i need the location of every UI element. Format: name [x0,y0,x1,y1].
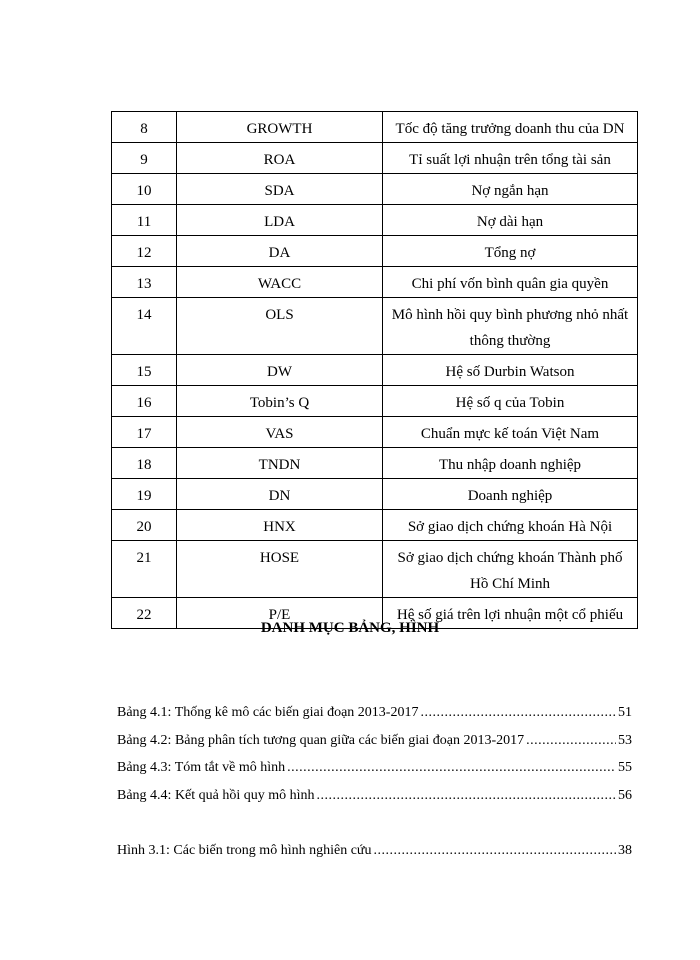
abbreviation: SDA [177,174,383,205]
toc-entry-table[interactable] [117,733,632,749]
meaning: Sở giao dịch chứng khoán Hà Nội [383,510,638,541]
meaning: Sở giao dịch chứng khoán Thành phố Hồ Chí Minh [383,541,638,598]
abbreviation-table [111,111,638,629]
dot-leader [287,760,616,776]
table-row [112,417,638,448]
abbreviation: Tobin’s Q [177,386,383,417]
row-number: 8 [112,112,177,143]
table-row [112,267,638,298]
table-row [112,174,638,205]
table-row [112,112,638,143]
toc-entry-table[interactable] [117,760,632,776]
toc-page-number: 55 [618,760,632,775]
table-row [112,355,638,386]
table-row [112,205,638,236]
meaning: Hệ số Durbin Watson [383,355,638,386]
row-number: 17 [112,417,177,448]
abbreviation: TNDN [177,448,383,479]
meaning: Thu nhập doanh nghiệp [383,448,638,479]
abbreviation: VAS [177,417,383,448]
table-row [112,479,638,510]
abbreviation: ROA [177,143,383,174]
abbreviation: HOSE [177,541,383,598]
abbreviation: DA [177,236,383,267]
row-number: 16 [112,386,177,417]
meaning: Doanh nghiệp [383,479,638,510]
dot-leader [317,788,616,804]
meaning: Hệ số giá trên lợi nhuận một cổ phiếu [383,598,638,629]
row-number: 21 [112,541,177,598]
row-number: 11 [112,205,177,236]
toc-page-number: 51 [618,705,632,720]
table-row [112,386,638,417]
toc-entry-figure[interactable] [117,843,632,859]
abbreviation: DW [177,355,383,386]
toc-entry-label: Bảng 4.3: Tóm tắt về mô hình [117,760,286,775]
row-number: 12 [112,236,177,267]
meaning: Tổng nợ [383,236,638,267]
abbreviation: LDA [177,205,383,236]
meaning: Hệ số q của Tobin [383,386,638,417]
dot-leader [374,843,617,859]
abbreviation: WACC [177,267,383,298]
meaning: Nợ dài hạn [383,205,638,236]
row-number: 10 [112,174,177,205]
row-number: 19 [112,479,177,510]
meaning: Tỉ suất lợi nhuận trên tổng tài sản [383,143,638,174]
row-number: 13 [112,267,177,298]
meaning: Tốc độ tăng trưởng doanh thu của DN [383,112,638,143]
row-number: 20 [112,510,177,541]
toc-entry-label: Bảng 4.2: Bảng phân tích tương quan giữa các biến giai đoạn 2013-2017 [117,733,525,748]
dot-leader [526,733,616,749]
table-row [112,143,638,174]
toc-page-number: 38 [618,843,632,858]
toc-entry-table[interactable] [117,788,632,804]
row-number: 14 [112,298,177,355]
row-number: 15 [112,355,177,386]
abbreviation: OLS [177,298,383,355]
section-title: DANH MỤC BẢNG, HÌNH [260,620,440,636]
row-number: 22 [112,598,177,629]
meaning: Mô hình hồi quy bình phương nhỏ nhất thông thường [383,298,638,355]
toc-entry-label: Bảng 4.1: Thống kê mô các biến giai đoạn 2013-2017 [117,705,419,720]
table-row [112,236,638,267]
toc-page-number: 53 [618,733,632,748]
toc-entry-label: Hình 3.1: Các biến trong mô hình nghiên cứu [117,843,372,858]
meaning: Chi phí vốn bình quân gia quyền [383,267,638,298]
table-row [112,448,638,479]
meaning: Chuẩn mực kế toán Việt Nam [383,417,638,448]
row-number: 9 [112,143,177,174]
row-number: 18 [112,448,177,479]
toc-page-number: 56 [618,788,632,803]
table-row [112,541,638,598]
toc-entry-label: Bảng 4.4: Kết quả hồi quy mô hình [117,788,315,803]
abbreviation: GROWTH [177,112,383,143]
toc-entry-table[interactable] [117,705,632,721]
abbreviation: P/E [177,598,383,629]
meaning: Nợ ngắn hạn [383,174,638,205]
abbreviation: HNX [177,510,383,541]
abbreviation: DN [177,479,383,510]
table-row [112,510,638,541]
dot-leader [420,705,616,721]
table-row [112,298,638,355]
